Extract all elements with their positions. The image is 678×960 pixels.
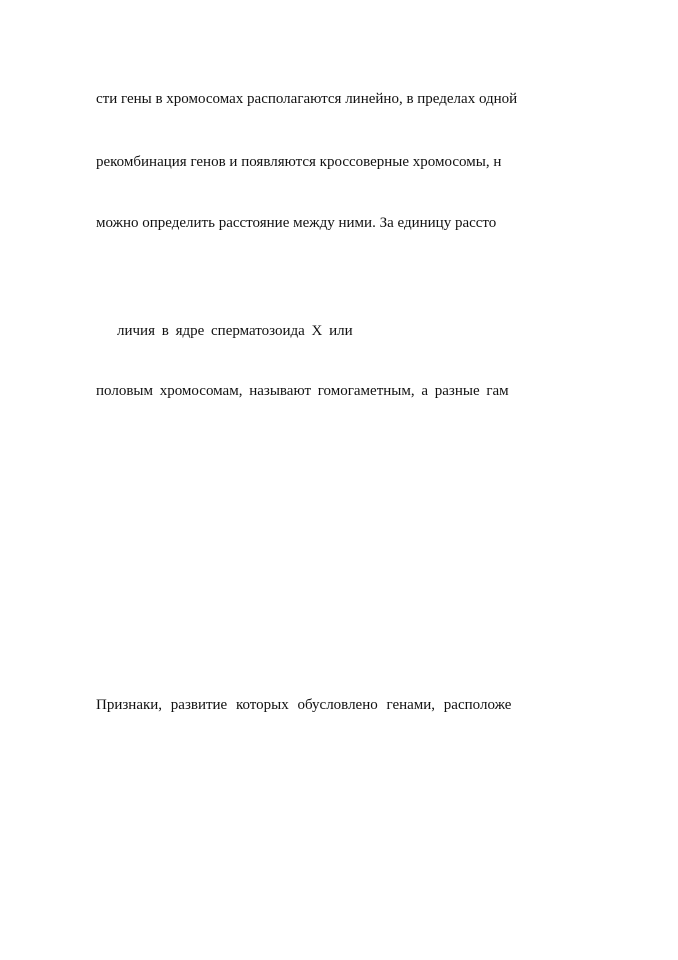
text-line-6: Признаки, развитие которых обусловлено генами, расположе (96, 697, 512, 713)
text-line-4: личия в ядре сперматозоида X или (117, 323, 353, 339)
text-line-2: рекомбинация генов и появляются кроссоверные хромосомы, н (96, 154, 502, 170)
text-line-1: сти гены в хромосомах располагаются линейно, в пределах одной (96, 91, 518, 107)
text-line-5: половым хромосомам, называют гомогаметным, а разные гам (96, 383, 509, 399)
text-line-3: можно определить расстояние между ними. За единицу рассто (96, 215, 497, 231)
